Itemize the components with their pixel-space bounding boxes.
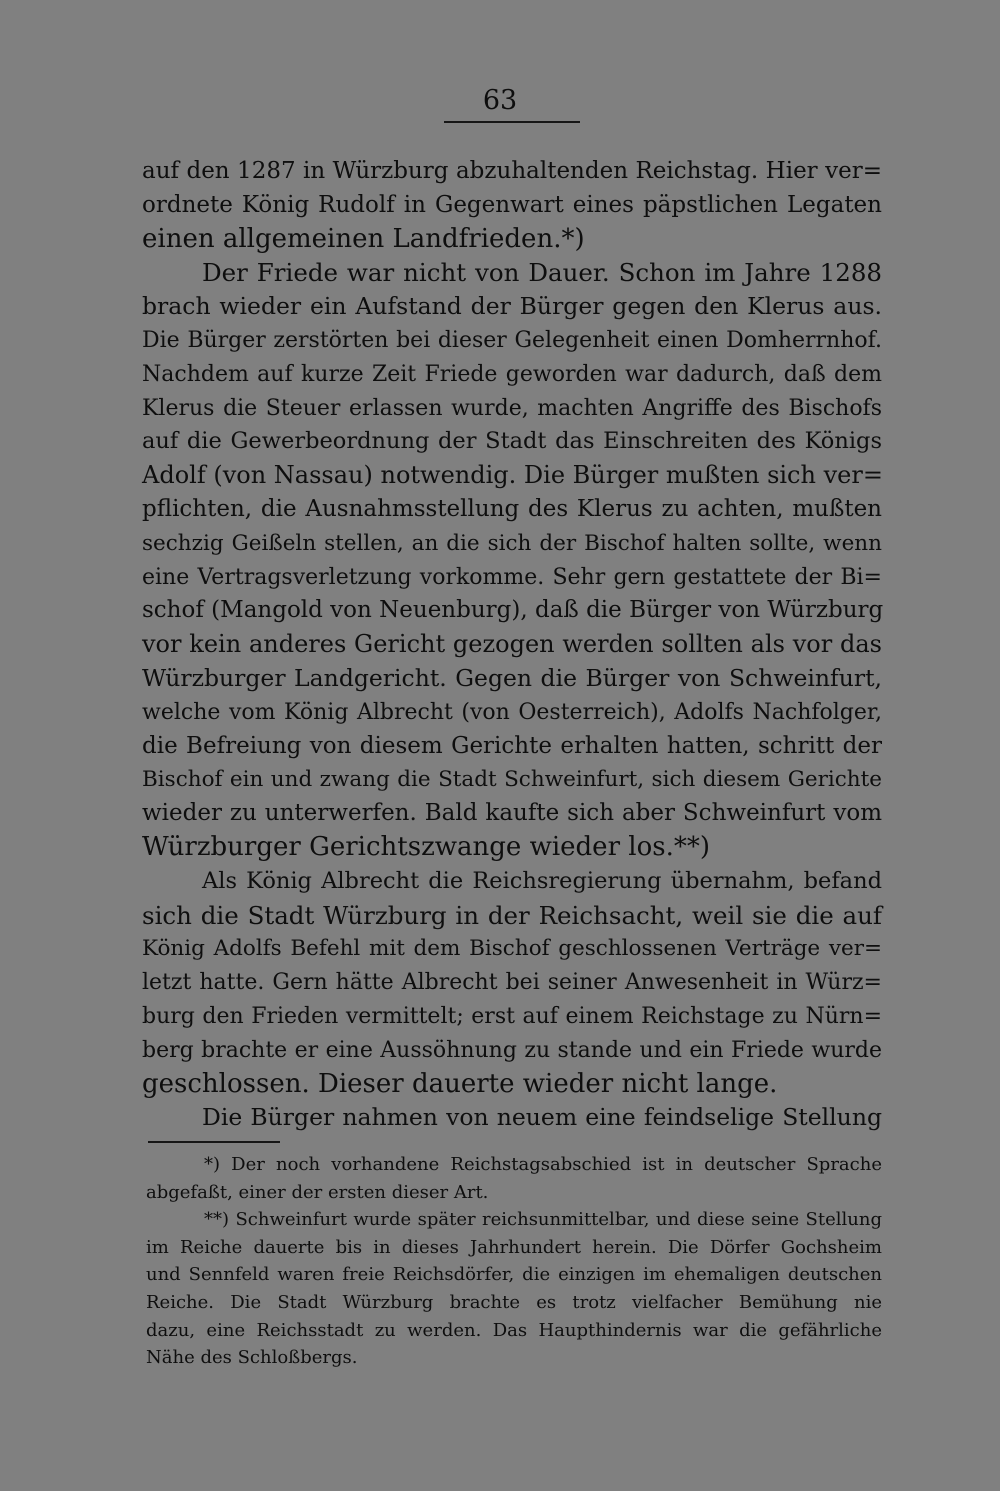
footnote-line: im Reiche dauerte bis in dieses Jahrhundert herein. Die Dörfer Gochsheim xyxy=(146,1236,882,1258)
body-line: die Befreiung von diesem Gerichte erhalten hatten, schritt der xyxy=(142,732,882,759)
body-line: einen allgemeinen Landfrieden.*) xyxy=(142,223,585,254)
body-line: Würzburger Landgericht. Gegen die Bürger von Schweinfurt, xyxy=(142,663,882,692)
body-line: Bischof ein und zwang die Stadt Schweinfurt, sich diesem Gerichte xyxy=(142,767,882,793)
footnote-line: dazu, eine Reichsstadt zu werden. Das Haupthindernis war die gefährliche xyxy=(146,1319,882,1341)
body-line: berg brachte er eine Aussöhnung zu stande und ein Friede wurde xyxy=(142,1037,882,1063)
body-line: König Adolfs Befehl mit dem Bischof geschlossenen Verträge ver= xyxy=(142,936,882,962)
body-line: vor kein anderes Gericht gezogen werden sollten als vor das xyxy=(142,630,882,659)
body-line: geschlossen. Dieser dauerte wieder nicht lange. xyxy=(142,1068,778,1099)
footnotes xyxy=(146,1151,882,1372)
body-line: pflichten, die Ausnahmsstellung des Klerus zu achten, mußten xyxy=(142,495,882,522)
footnote-line: **) Schweinfurt wurde später reichsunmittelbar, und diese seine Stellung xyxy=(204,1209,882,1231)
body-line: Klerus die Steuer erlassen wurde, machten Angriffe des Bischofs xyxy=(142,395,882,421)
body-line: brach wieder ein Aufstand der Bürger gegen den Klerus aus. xyxy=(142,292,882,321)
body-line: Der Friede war nicht von Dauer. Schon im Jahre 1288 xyxy=(202,258,882,288)
body-line: Adolf (von Nassau) notwendig. Die Bürger mußten sich ver= xyxy=(142,461,883,490)
body-text xyxy=(142,155,882,1135)
footnote-rule xyxy=(148,1141,280,1143)
body-line: Die Bürger zerstörten bei dieser Gelegenheit einen Domherrnhof. xyxy=(142,327,882,353)
body-line: auf die Gewerbeordnung der Stadt das Einschreiten des Königs xyxy=(142,428,882,455)
footnote-line: abgefaßt, einer der ersten dieser Art. xyxy=(146,1181,489,1203)
body-line: burg den Frieden vermittelt; erst auf einem Reichstage zu Nürn= xyxy=(142,1003,882,1029)
body-line: Nachdem auf kurze Zeit Friede geworden war dadurch, daß dem xyxy=(142,361,882,387)
body-line: Würzburger Gerichtszwange wieder los.**) xyxy=(142,831,710,862)
body-line: sich die Stadt Würzburg in der Reichsacht, weil sie die auf xyxy=(142,900,882,930)
body-line: Die Bürger nahmen von neuem eine feindselige Stellung xyxy=(202,1103,882,1132)
body-line: eine Vertragsverletzung vorkomme. Sehr gern gestattete der Bi= xyxy=(142,564,882,590)
body-line: sechzig Geißeln stellen, an die sich der Bischof halten sollte, wenn xyxy=(142,530,882,556)
page-number-rule xyxy=(444,121,580,123)
footnote-line: *) Der noch vorhandene Reichstagsabschied ist in deutscher Sprache xyxy=(204,1154,882,1175)
footnote-line: und Sennfeld waren freie Reichsdörfer, die einzigen im ehemaligen deutschen xyxy=(146,1264,882,1286)
page-number: 63 xyxy=(482,85,518,116)
footnote-line: Reiche. Die Stadt Würzburg brachte es trotz vielfacher Bemühung nie xyxy=(146,1291,882,1313)
body-line: wieder zu unterwerfen. Bald kaufte sich aber Schweinfurt vom xyxy=(142,800,882,827)
body-line: welche vom König Albrecht (von Oesterreich), Adolfs Nachfolger, xyxy=(142,699,882,725)
body-line: Als König Albrecht die Reichsregierung übernahm, befand xyxy=(202,867,882,894)
footnote-line: Nähe des Schloßbergs. xyxy=(146,1347,358,1369)
body-line: auf den 1287 in Würzburg abzuhaltenden Reichstag. Hier ver= xyxy=(142,158,882,184)
body-line: ordnete König Rudolf in Gegenwart eines päpstlichen Legaten xyxy=(142,191,882,218)
body-line: schof (Mangold von Neuenburg), daß die Bürger von Würzburg xyxy=(142,597,884,624)
body-line: letzt hatte. Gern hätte Albrecht bei seiner Anwesenheit in Würz= xyxy=(142,970,882,996)
